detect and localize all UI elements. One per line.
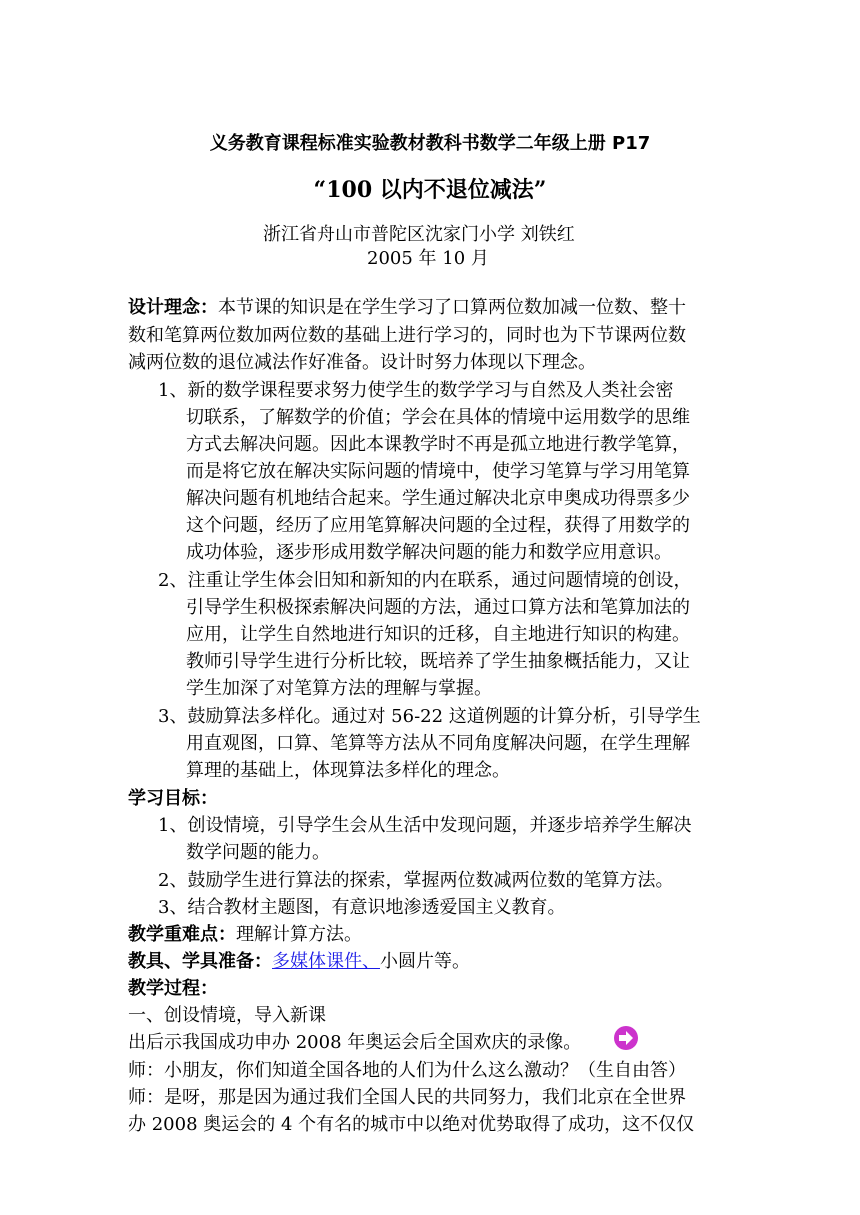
goal-2: 2、鼓励学生进行算法的探索，掌握两位数减两位数的笔算方法。: [158, 870, 674, 891]
design-point-1-line: 而是将它放在解决实际问题的情境中，使学习笔算与学习用笔算: [186, 461, 690, 482]
design-intro-line: 减两位数的退位减法作好准备。设计时努力体现以下理念。: [128, 352, 596, 373]
process-line: 师：小朋友，你们知道全国各地的人们为什么这么激动？（生自由答）: [128, 1060, 686, 1081]
design-point-3-line: 用直观图，口算、笔算等方法从不同角度解决问题，在学生理解: [186, 733, 690, 754]
process-line: 出后示我国成功申办 2008 年奥运会后全国欢庆的录像。: [128, 1032, 582, 1053]
multimedia-courseware-link[interactable]: 多媒体课件、: [272, 951, 380, 972]
tools-label: 教具、学具准备：: [128, 951, 272, 972]
design-label: 设计理念：: [128, 297, 218, 318]
process-line: 办 2008 奥运会的 4 个有名的城市中以绝对优势取得了成功，这不仅仅: [128, 1114, 695, 1135]
document-heading: 义务教育课程标准实验教材教科书数学二年级上册 P17: [209, 133, 651, 154]
design-point-1-line: 切联系，了解数学的价值；学会在具体的情境中运用数学的思维: [186, 407, 690, 428]
goal-1-line: 数学问题的能力。: [186, 842, 330, 863]
design-point-2-line: 学生加深了对笔算方法的理解与掌握。: [186, 678, 492, 699]
author-line: 浙江省舟山市普陀区沈家门小学 刘铁红: [263, 224, 575, 245]
arrow-right-icon-graphic: [612, 1024, 640, 1052]
design-point-1: 1、新的数学课程要求努力使学生的数学学习与自然及人类社会密: [158, 380, 674, 401]
goals-label: 学习目标：: [128, 788, 218, 809]
goal-3: 3、结合教材主题图，有意识地渗透爱国主义教育。: [158, 897, 566, 918]
tools-rest: 小圆片等。: [380, 951, 470, 972]
arrow-right-icon[interactable]: [612, 1024, 640, 1052]
design-intro-line: 数和笔算两位数加两位数的基础上进行学习的，同时也为下节课两位数: [128, 325, 686, 346]
design-point-2-line: 教师引导学生进行分析比较，既培养了学生抽象概括能力，又让: [186, 651, 690, 672]
goal-1: 1、创设情境，引导学生会从生活中发现问题，并逐步培养学生解决: [158, 815, 692, 836]
design-intro-text: 本节课的知识是在学生学习了口算两位数加减一位数、整十: [218, 297, 686, 318]
section-1-heading: 一、创设情境，导入新课: [128, 1005, 326, 1026]
process-line: 师：是呀，那是因为通过我们全国人民的共同努力，我们北京在全世界: [128, 1087, 686, 1108]
design-point-3: 3、鼓励算法多样化。通过对 56-22 这道例题的计算分析，引导学生: [158, 706, 701, 727]
process-label: 教学过程：: [128, 978, 218, 999]
design-point-1-line: 解决问题有机地结合起来。学生通过解决北京申奥成功得票多少: [186, 488, 690, 509]
keypoint-text: 理解计算方法。: [236, 924, 362, 945]
design-intro-line: [128, 295, 686, 320]
design-point-2-line: 应用，让学生自然地进行知识的迁移，自主地进行知识的构建。: [186, 624, 690, 645]
design-point-2-line: 引导学生积极探索解决问题的方法，通过口算方法和笔算加法的: [186, 597, 690, 618]
tools-line: [128, 949, 470, 974]
keypoint-line: [128, 922, 362, 947]
design-point-1-line: 方式去解决问题。因此本课教学时不再是孤立地进行教学笔算，: [186, 434, 690, 455]
design-point-3-line: 算理的基础上，体现算法多样化的理念。: [186, 760, 510, 781]
design-point-2: 2、注重让学生体会旧知和新知的内在联系，通过问题情境的创设，: [158, 570, 692, 591]
design-point-1-line: 这个问题，经历了应用笔算解决问题的全过程，获得了用数学的: [186, 515, 690, 536]
design-point-1-line: 成功体验，逐步形成用数学解决问题的能力和数学应用意识。: [186, 542, 672, 563]
date-line: 2005 年 10 月: [367, 248, 489, 269]
keypoint-label: 教学重难点：: [128, 924, 236, 945]
lesson-title: “100 以内不退位减法”: [313, 177, 547, 203]
